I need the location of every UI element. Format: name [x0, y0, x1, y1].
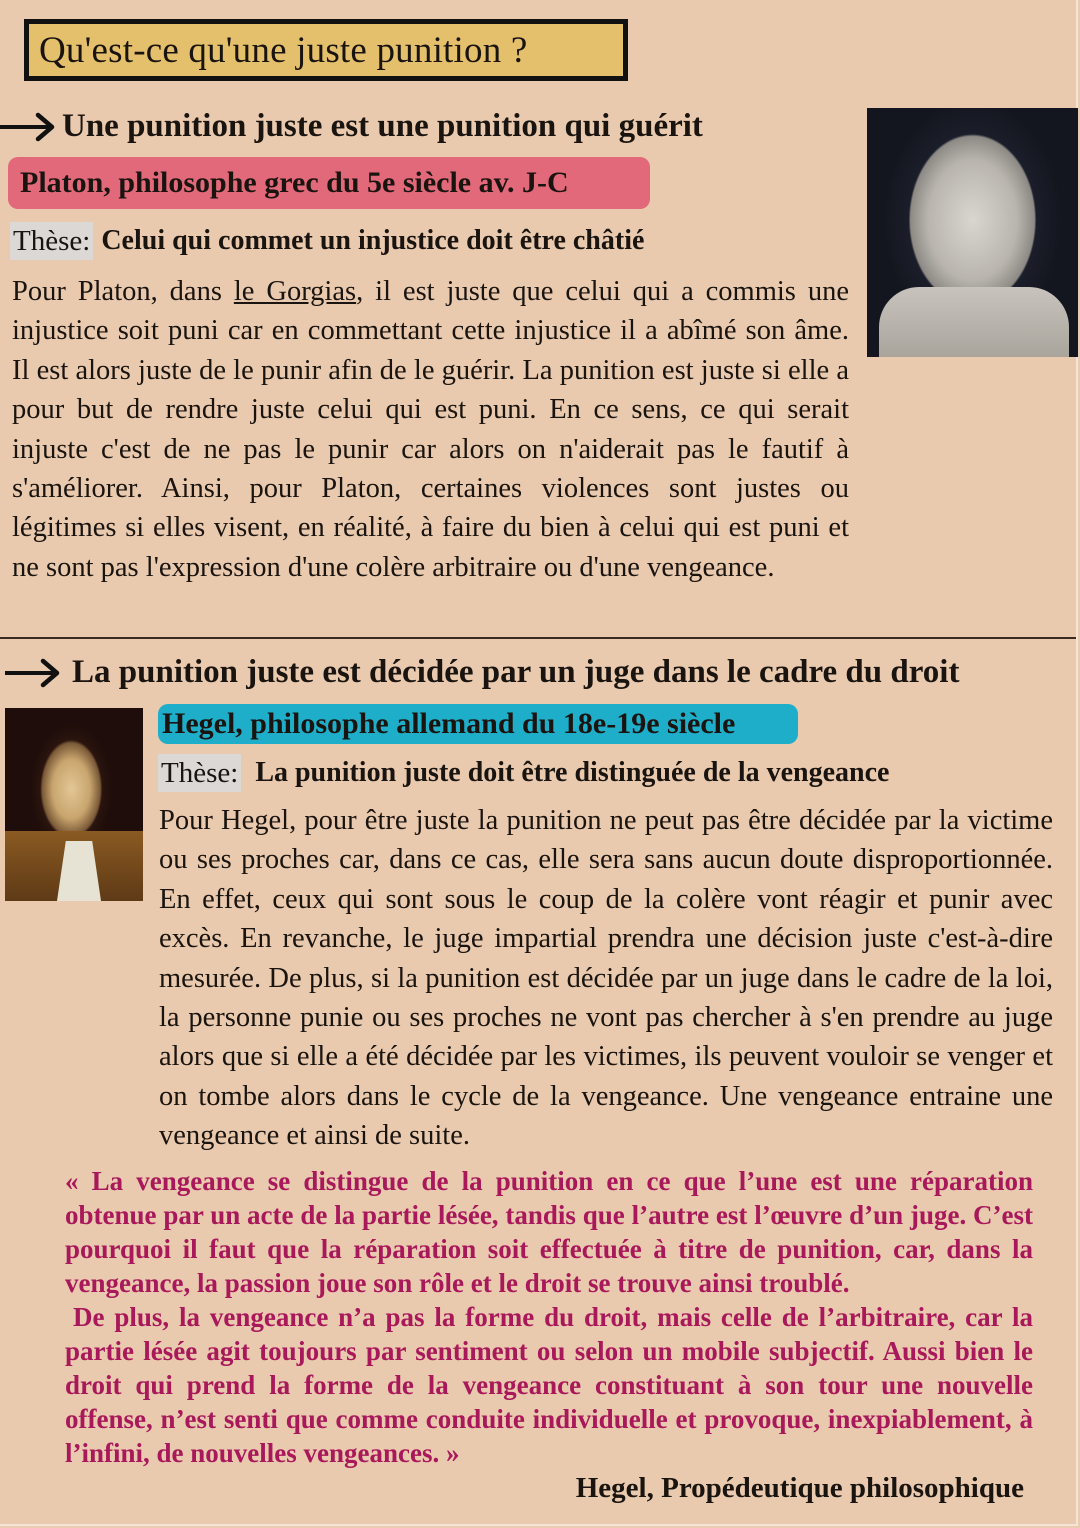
quote-paragraph-1: « La vengeance se distingue de la punition en ce que l’une est une réparation obtenue par un acte de la partie lésée, tandis que l’autre est l’œuvre d’un juge. C’est pourquoi il faut que la réparation soit effectuée à titre de punition, car, dans la vengeance, la passion joue son rôle et le droit se trouve ainsi troublé. [65, 1166, 1033, 1298]
page-title: Qu'est-ce qu'une juste punition ? [24, 19, 628, 81]
quote-paragraph-2: De plus, la vengeance n’a pas la forme du droit, mais celle de l’arbitraire, car la partie lésée agit toujours par sentiment ou selon un mobile subjectif. Aussi bien le droit qui prend la forme de la vengeance constituant à son tour une nouvelle offense, n’est senti que comme conduite individuelle et provoque, inexpiablement, à l’infini, de nouvelles vengeances. » [65, 1302, 1033, 1468]
work-title-gorgias: le Gorgias [233, 276, 357, 307]
section2-body: Pour Hegel, pour être juste la punition ne peut pas être décidée par la victime ou ses proches car, dans ce cas, elle sera sans aucun doute disproportionnée. En effet, ceux qui sont sous le coup de la colère vont réagir et punir avec excès. En revanche, le juge impartial prendra une décision juste c'est-à-dire mesurée. De plus, si la punition est décidée par un juge dans le cadre de la loi, la personne punie ou ses proches ne vont pas chercher à s'en prendre au juge alors que si elle a été décidée par les victimes, ils peuvent vouloir se venger et on tombe alors dans le cycle de la vengeance. Une vengeance entraine une vengeance et ainsi de suite. [159, 805, 1053, 1152]
plato-portrait [867, 108, 1078, 357]
section2-heading-text: La punition juste est décidée par un juge dans le cadre du droit [72, 654, 960, 690]
section-divider [0, 637, 1076, 639]
arrow-right-icon [0, 658, 66, 688]
body-text-start: Pour Platon, dans [12, 276, 234, 307]
section1-body [12, 272, 849, 587]
quote-citation: Hegel, Propédeutique philosophique [575, 1472, 1024, 1504]
hegel-portrait [5, 708, 143, 901]
these-text: Celui qui commet un injustice doit être châtié [101, 225, 645, 256]
section1-these [10, 222, 644, 260]
section2-heading [0, 654, 959, 691]
hegel-author-badge: Hegel, philosophe allemand du 18e-19e siècle [158, 704, 798, 744]
section2-these [158, 754, 889, 792]
these-label: Thèse: [10, 222, 93, 260]
plato-author-badge: Platon, philosophe grec du 5e siècle av. J-C [8, 157, 650, 209]
these-label: Thèse: [158, 754, 241, 792]
arrow-right-icon [0, 112, 56, 142]
section1-heading-text: Une punition juste est une punition qui guérit [62, 108, 703, 144]
these-text: La punition juste doit être distinguée de la vengeance [255, 757, 890, 788]
plato-bust-shoulders [879, 287, 1069, 357]
body-text-rest: , il est juste que celui qui a commis une injustice soit puni car en commettant cette injustice il a abîmé son âme. Il est alors juste de le punir afin de le guérir. La punition est juste si elle a pour but de rendre juste celui qui est puni. En ce sens, ce qui serait injuste c'est de ne pas le punir car alors on n'aiderait pas le fautif à s'améliorer. Ainsi, pour Platon, certaines violences sont justes ou légitimes si elles visent, en réalité, à faire du bien à celui qui est puni et ne sont pas l'expression d'une colère arbitraire ou d'une vengeance. [12, 276, 849, 583]
hegel-quote [65, 1164, 1033, 1470]
section1-heading [0, 108, 703, 145]
